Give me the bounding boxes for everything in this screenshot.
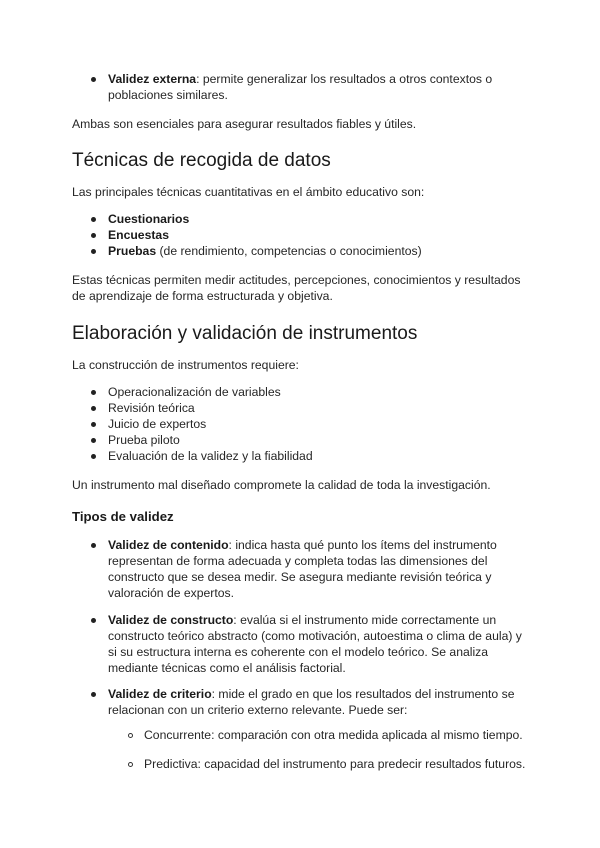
subsection-heading-tipos-validez: Tipos de validez	[72, 509, 174, 524]
section-lead-elaboracion: La construcción de instrumentos requiere:	[72, 358, 299, 372]
bullet-marker	[91, 406, 96, 411]
term-validez-contenido: Validez de contenido	[108, 538, 229, 552]
desc-line: : indica hasta qué punto los ítems del instrumento	[228, 538, 497, 552]
section-heading-elaboracion: Elaboración y validación de instrumentos	[72, 323, 418, 344]
desc-line: si su estructura interna es coherente con el modelo teórico. Se analiza	[108, 645, 489, 659]
bullet-marker	[91, 233, 96, 238]
section-heading-tecnicas: Técnicas de recogida de datos	[72, 150, 331, 171]
hollow-bullet-marker	[128, 762, 133, 767]
term-validez-constructo: Validez de constructo	[108, 613, 234, 627]
list-item-validez-criterio	[108, 686, 514, 702]
list-item-validez-externa	[108, 71, 492, 87]
list-item-validez-contenido	[108, 537, 497, 553]
term-validez-externa: Validez externa	[108, 72, 197, 86]
bullet-marker	[91, 422, 96, 427]
hollow-bullet-marker	[128, 733, 133, 738]
list-item	[108, 227, 169, 243]
bullet-marker	[91, 543, 96, 548]
section-closing-tecnicas-line2: de aprendizaje de forma estructurada y objetiva.	[72, 289, 333, 303]
section-closing-tecnicas-line1: Estas técnicas permiten medir actitudes, percepciones, conocimientos y resultados	[72, 273, 521, 287]
bullet-marker	[91, 249, 96, 254]
desc-line: representan de forma adecuada y completa todas las dimensiones del	[108, 554, 488, 568]
list-item: Juicio de expertos	[108, 417, 207, 431]
bullet-marker	[91, 217, 96, 222]
desc-validez-externa-line1: : permite generalizar los resultados a otros contextos o	[196, 72, 493, 86]
desc-line: : evalúa si el instrumento mide correctamente un	[233, 613, 497, 627]
desc-line: : mide el grado en que los resultados del instrumento se	[211, 687, 515, 701]
bullet-marker	[91, 390, 96, 395]
list-item: Prueba piloto	[108, 433, 180, 447]
sub-list-item-concurrente: Concurrente: comparación con otra medida aplicada al mismo tiempo.	[144, 728, 523, 742]
list-item: Operacionalización de variables	[108, 385, 281, 399]
section-lead-tecnicas: Las principales técnicas cuantitativas en el ámbito educativo son:	[72, 185, 425, 199]
term-pruebas: Pruebas	[108, 244, 157, 258]
bullet-marker	[91, 454, 96, 459]
term-validez-criterio: Validez de criterio	[108, 687, 212, 701]
bullet-marker	[91, 618, 96, 623]
term-encuestas: Encuestas	[108, 228, 169, 242]
desc-line: constructo teórico abstracto (como motivación, autoestima o clima de aula) y	[108, 629, 522, 643]
pruebas-detail: (de rendimiento, competencias o conocimientos)	[156, 244, 422, 258]
list-item-validez-constructo	[108, 612, 496, 628]
bullet-marker	[91, 77, 96, 82]
desc-line: constructo que se desea medir. Se asegura mediante revisión teórica y	[108, 570, 492, 584]
list-item: Evaluación de la validez y la fiabilidad	[108, 449, 313, 463]
bullet-marker	[91, 438, 96, 443]
list-item	[108, 243, 422, 259]
desc-line: mediante técnicas como el análisis factorial.	[108, 661, 346, 675]
desc-validez-externa-line2: poblaciones similares.	[108, 88, 228, 102]
section-closing-elaboracion: Un instrumento mal diseñado compromete la calidad de toda la investigación.	[72, 478, 491, 492]
bullet-marker	[91, 692, 96, 697]
desc-line: valoración de expertos.	[108, 586, 235, 600]
intro-paragraph: Ambas son esenciales para asegurar resultados fiables y útiles.	[72, 117, 417, 131]
desc-line: relacionan con un criterio externo relevante. Puede ser:	[108, 703, 408, 717]
term-cuestionarios: Cuestionarios	[108, 212, 190, 226]
list-item	[108, 211, 189, 227]
list-item: Revisión teórica	[108, 401, 195, 415]
sub-list-item-predictiva: Predictiva: capacidad del instrumento para predecir resultados futuros.	[144, 757, 526, 771]
